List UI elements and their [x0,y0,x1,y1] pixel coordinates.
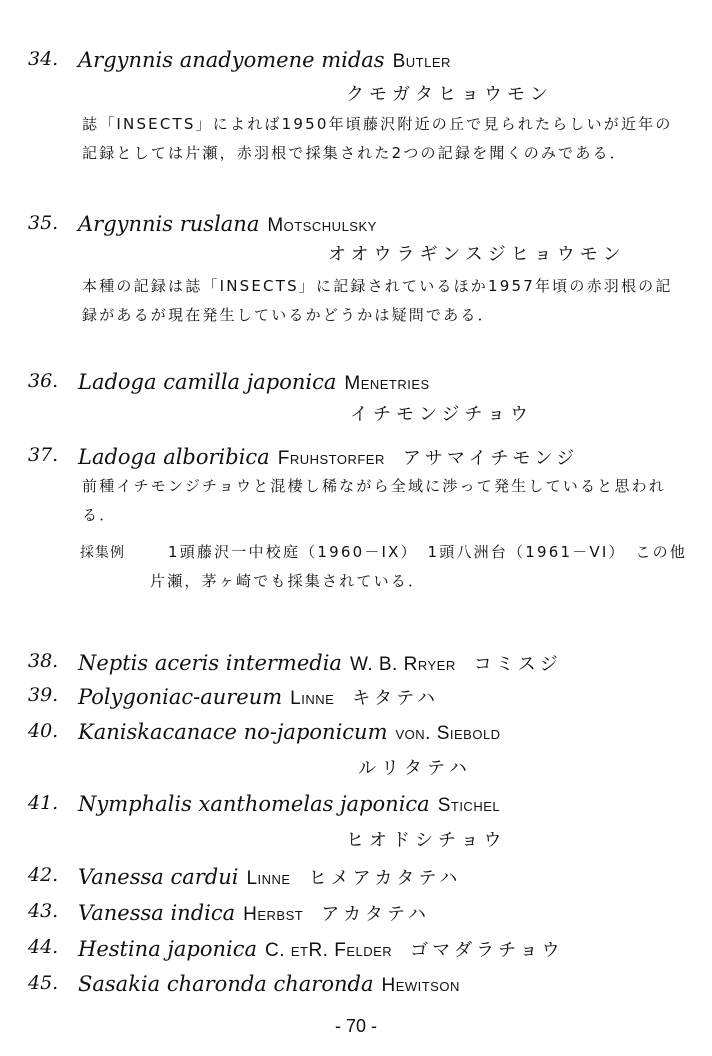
japanese-name: クモガタヒョウモン [346,84,553,105]
scientific-name: Vanessa indica [78,901,236,925]
entry-number: 42. [28,864,59,886]
records-text: 1頭藤沢一中校庭（1960－IX） 1頭八洲台（1961－VI） この他片瀬，茅ヶ崎でも採集されている． [150,543,688,590]
entry-heading [78,972,460,997]
author-name: Herbst [243,904,304,925]
japanese-name: ヒメアカタテハ [308,868,462,889]
author-name: Fruhstorfer [277,448,385,469]
entry-heading [78,444,578,470]
author-name: C. etR. Felder [265,940,393,961]
japanese-name: ルリタテハ [358,758,472,779]
scientific-name: Neptis aceris intermedia [78,651,342,675]
entry-heading [78,900,430,926]
author-name: Linne [246,868,291,889]
japanese-name: キタテハ [352,688,440,709]
page-number: - 70 - [334,1016,377,1036]
scientific-name: Kaniskacanace no-japonicum [78,720,388,744]
author-name: Linne [290,688,335,709]
scientific-name: Argynnis anadyomene midas [78,48,385,72]
japanese-name: ヒオドシチョウ [346,830,507,851]
scientific-name: Hestina japonica [78,937,258,961]
author-name: W. B. Rryer [349,654,456,675]
scientific-name: Nymphalis xanthomelas japonica [78,792,430,816]
entry-number: 40. [28,720,59,742]
entry-number: 34. [28,48,59,70]
scientific-name: Argynnis ruslana [78,212,260,236]
author-name: von. Siebold [395,723,501,744]
entry-number: 45. [28,972,59,994]
entry-number: 43. [28,900,59,922]
entry-heading [78,212,377,237]
entry-number: 44. [28,936,59,958]
author-name: Stichel [437,795,501,816]
entry-heading [78,650,562,676]
entry-description: 本種の記録は誌「INSECTS」に記録されているほか1957年頃の赤羽根の記録があるが現在発生しているかどうかは疑問である． [82,277,673,324]
japanese-name: アカタテハ [321,904,430,925]
author-name: Menetries [344,373,430,394]
author-name: Butler [392,51,451,72]
japanese-name: オオウラギンスジヒョウモン [328,244,626,265]
entry-heading [78,792,500,817]
scientific-name: Vanessa cardui [78,865,239,889]
entry-number: 36. [28,370,59,392]
entry-heading [78,48,451,73]
entry-number: 39. [28,684,59,706]
entry-number: 38. [28,650,59,672]
entry-number: 37. [28,444,59,466]
author-name: Hewitson [381,975,460,996]
entry-description: 前種イチモンジチョウと混棲し稀ながら全域に渉って発生していると思われる． [82,477,666,524]
scientific-name: Ladoga camilla japonica [78,370,337,394]
entry-heading [78,684,439,710]
scientific-name: Polygoniac-aureum [78,685,283,709]
scientific-name: Sasakia charonda charonda [78,972,374,996]
entry-heading [78,720,501,745]
scientific-name: Ladoga alboribica [78,445,270,469]
entry-number: 35. [28,212,59,234]
author-name: Motschulsky [267,215,377,236]
japanese-name: イチモンジチョウ [350,404,534,425]
entry-number: 41. [28,792,59,814]
entry-heading [78,936,564,962]
entry-heading [78,864,461,890]
records-label: 採集例 [80,545,125,561]
entry-heading [78,370,430,395]
japanese-name: アサマイチモンジ [402,448,579,469]
japanese-name: コミスジ [473,654,562,675]
japanese-name: ゴマダラチョウ [410,940,564,961]
entry-description: 誌「INSECTS」によれば1950年頃藤沢附近の丘で見られたらしいが近年の記録としては片瀬，赤羽根で採集された2つの記録を聞くのみである． [82,115,673,162]
